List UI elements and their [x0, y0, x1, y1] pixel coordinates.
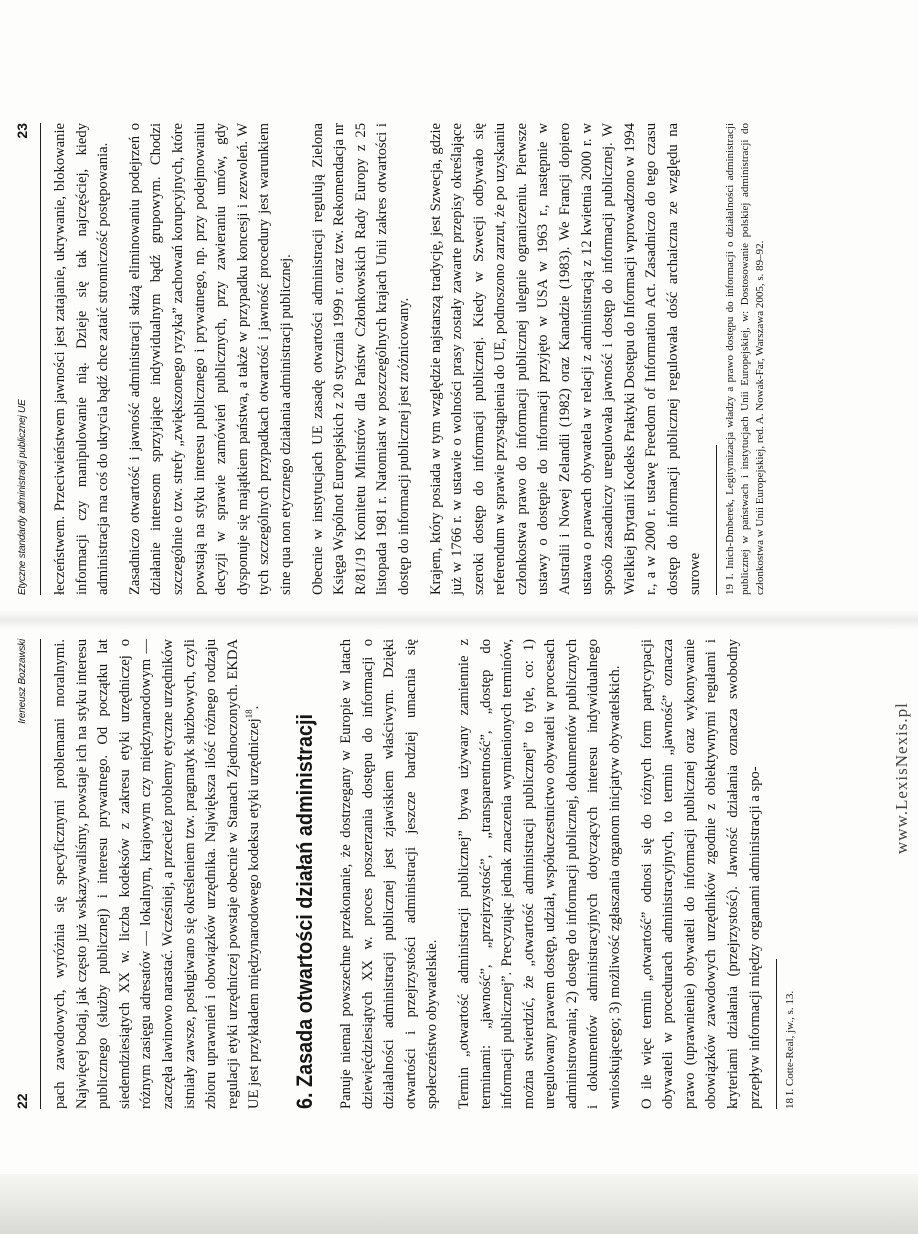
paragraph: Termin „otwartość administracji publicznej” bywa używany zamiennie z terminami: „jawność”, „przejrzystość”, „transparentność”, „dostęp do informacji publicznej”. Precyzując jednak znaczenia wymienionych terminów, można stwierdzić, że „otwartość administracji publicznej” to tyle, co: 1) uregulowany prawem dostęp, udział, współuczestnictwo obywateli w procesach administrowania; 2) dostęp do informacji publicznej, dokumentów publicznych i dokumentów administracyjnych dotyczących interesu indywidualnego wnioskującego; 3) możliwość zgłaszania organom inicjatyw obywatelskich.: [455, 639, 624, 1109]
paragraph: Krajem, który posiada w tym względzie najstarszą tradycję, jest Szwecja, gdzie już w 1766 r. w ustawie o wolności prasy zostały zawarte przepisy określające szeroki dostęp do informacji publicznej. Kiedy w Szwecji odbywało się referendum w sprawie przystąpienia do UE, podnoszono zarzut, że po uzyskaniu członkostwa prawo do informacji publicznej ulegnie ograniczeniu. Pierwsze ustawy o dostępie do informacji przyjęto w USA w 1963 r., następnie w Australii i Nowej Zelandii (1982) oraz Kanadzie (1983). We Francji dopiero ustawa o prawach obywatela w relacji z administracją z 12 kwietnia 2000 r. w sposób zasadniczy uregulowała jawność i dostęp do informacji publicznej. W Wielkiej Brytanii Kodeks Praktyki Dostępu do Informacji wprowadzono w 1994 r., a w 2000 r. ustawę Freedom of Information Act. Zasadniczo do tego czasu dostęp do informacji publicznej regulowała dość archaiczna ze względu na surowe: [427, 123, 703, 595]
paragraph: Obecnie w instytucjach UE zasadę otwartości administracji regulują Zielona Księga Wspólnot Europejskich z 20 stycznia 1999 r. oraz tzw. Rekomendacja nr R/81/19 Komitetu Ministrów dla Państw Członkowskich Rady Europy z 25 listopada 1981 r. Natomiast w poszczególnych krajach Unii zakres otwartości i dostęp do informacji publicznej jest zróżnicowany.: [309, 123, 412, 595]
footnote: 19 I. Inich-Dmberek, Legitymizacja władzy a prawo dostępu do informacji o działalności administracji publicznej w państwach i instytucjach Unii Europejskiej, w: Dostosowanie polskiej administracji do członkostwa w Unii Europejskiej, red. A. Nowak-Far, Warszawa 2005, s. 89–92.: [724, 123, 767, 595]
footnote: 18 I. Cotte-Real, jw., s. 13.: [784, 990, 797, 1109]
paragraph: łeczeństwem. Przeciwieństwem jawności jest zatajanie, ukrywanie, blokowanie informacji czy manipulowanie nią. Dzieje się tak najczęściej, kiedy administracja ma coś do ukrycia bądź chce zataić stronniczość postępowania.: [52, 123, 112, 595]
page-header: [14, 639, 41, 1109]
footnote-rule: [716, 445, 717, 595]
page-number: 22: [14, 1093, 30, 1109]
paragraph: Panuje niemal powszechne przekonanie, że dostrzegany w Europie w latach dziewięćdziesiątych XX w. proces poszerzania dostępu do informacji o działalności administracji publicznej jest zjawiskiem właściwym. Dzięki otwartości i przejrzystości administracji jeszcze bardziej umacnia się społeczeństwo obywatelskie.: [337, 639, 441, 1109]
page-number: 23: [14, 123, 30, 139]
paragraph-text: pach zawodowych, wyróżnia się specyficznymi problemami moralnymi. Najwięcej bodaj, jak często już wskazywaliśmy, powstaje ich na styku interesu publicznego (służby publicznej) i interesu prywatnego. Od początku lat siedemdziesiątych XX w. liczba kodeksów z zakresu etyki urzędniczej o różnym zasięgu adresatów — lokalnym, krajowym czy międzynarodowym — zaczęła lawinowo narastać. Wcześniej, a przecież problemy etyczne urzędników istniały zawsze, posługiwano się określeniem tzw. pragmatyk służbowych, czyli zbioru uprawnień i obowiązków urzędnika. Największa ilość różnego rodzaju regulacji etyki urzędniczej powstaje obecnie w Stanach Zjednoczonych. EKDA UE jest przykładem międzynarodowego kodeksu etyki urzędniczej: [52, 639, 263, 1109]
left-page: [0, 617, 918, 1234]
paragraph: Zasadniczo otwartość i jawność administracji służą eliminowaniu podejrzeń o działanie interesom sprzyjające indywidualnym bądź grupowym. Chodzi szczególnie o tzw. strefy „zwiększonego ryzyka” zachowań korupcyjnych, które powstają na styku interesu publicznego i prywatnego, np. przy podejmowaniu decyzji w sprawie zamówień publicznych, przy zawieraniu umów, gdy dysponuje się majątkiem państwa, a także w przypadku koncesji i zezwoleń. W tych szczególnych przypadkach otwartość i jawność procedury jest warunkiem sine qua non etycznego działania administracji publicznej.: [126, 123, 294, 595]
page-body: [50, 123, 778, 595]
page-body: [50, 639, 808, 1109]
footnote-rule: [776, 959, 777, 1109]
running-head: Ireneusz Bozzawski: [17, 639, 28, 724]
paragraph: [50, 639, 266, 1109]
section-heading: 6. Zasada otwartości działań administracji: [291, 713, 317, 1109]
footnote-ref: 18: [244, 709, 255, 719]
publisher-watermark: www.LexisNexis.pl: [892, 702, 911, 854]
running-head: Etyczne standardy administracji publicznej UE: [17, 399, 28, 595]
paragraph-end: .: [246, 705, 263, 710]
page-header: [14, 123, 41, 595]
paragraph: O ile więc termin „otwartość” odnosi się do różnych form partycypacji obywateli w procedurach administracyjnych, to termin „jawność” oznacza prawo (uprawnienie) obywateli do informacji publicznej oraz wykonywanie obowiązków zawodowych urzędników zgodnie z obiektywnymi regułami i kryteriami działania (przejrzystość). Jawność działania oznacza swobodny przepływ informacji między organami administracji a spo-: [638, 639, 763, 1109]
